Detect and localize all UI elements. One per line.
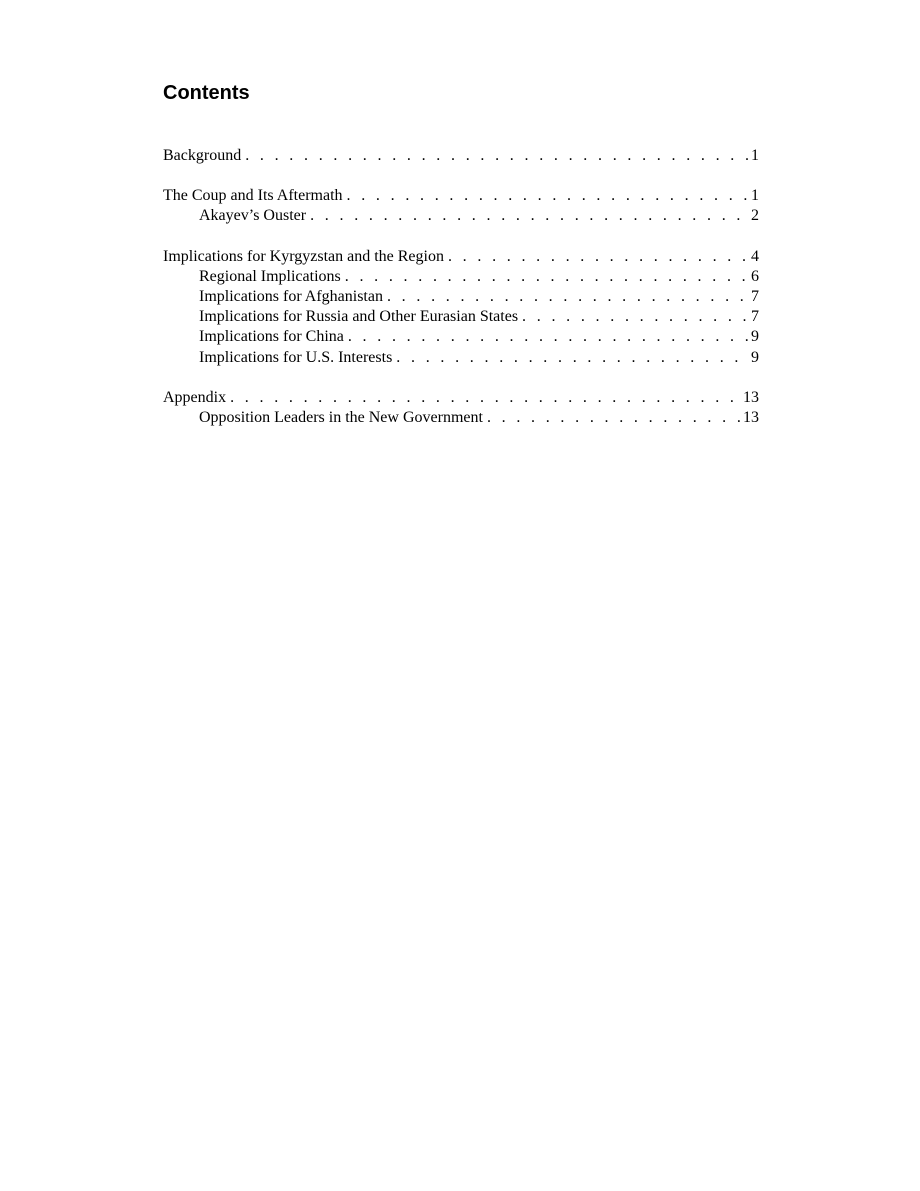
dot-leader xyxy=(245,146,749,166)
toc-entry-page: 7 xyxy=(751,308,759,326)
dot-leader xyxy=(345,267,749,287)
toc-entry-label: Appendix xyxy=(163,388,227,406)
toc-group xyxy=(163,388,759,428)
toc-entry-regional-implications[interactable] xyxy=(163,267,759,287)
toc-entry-label: Implications for Afghanistan xyxy=(199,287,383,305)
toc-entry-label: Implications for Kyrgyzstan and the Region xyxy=(163,247,444,265)
toc-entry-akayev-ouster[interactable] xyxy=(163,206,759,226)
dot-leader xyxy=(396,348,749,368)
toc-entry-page: 2 xyxy=(751,207,759,225)
toc-entry-page: 4 xyxy=(751,247,759,265)
toc-entry-label: Opposition Leaders in the New Government xyxy=(199,408,483,426)
dot-leader xyxy=(387,287,749,307)
toc-entry-label: Akayev’s Ouster xyxy=(199,207,307,225)
toc-entry-coup-aftermath[interactable] xyxy=(163,186,759,206)
toc-entry-page: 9 xyxy=(751,348,759,366)
toc-entry-label: Implications for China xyxy=(199,328,344,346)
toc-entry-page: 1 xyxy=(751,187,759,205)
table-of-contents xyxy=(163,146,759,448)
toc-entry-page: 1 xyxy=(751,147,759,164)
toc-entry-implications-russia[interactable] xyxy=(163,307,759,327)
toc-entry-opposition-leaders[interactable] xyxy=(163,408,759,428)
toc-entry-page: 7 xyxy=(751,287,759,305)
toc-group xyxy=(163,247,759,368)
toc-entry-page: 13 xyxy=(743,388,759,406)
toc-entry-label: Background xyxy=(163,147,242,164)
dot-leader xyxy=(348,327,749,347)
toc-entry-label: Regional Implications xyxy=(199,267,341,285)
toc-entry-appendix[interactable] xyxy=(163,388,759,408)
toc-entry-background[interactable] xyxy=(163,146,759,166)
toc-group xyxy=(163,146,759,166)
dot-leader xyxy=(448,247,749,267)
toc-entry-implications-afghanistan[interactable] xyxy=(163,287,759,307)
page-title: Contents xyxy=(163,82,250,104)
toc-entry-implications-kyrgyzstan[interactable] xyxy=(163,247,759,267)
toc-entry-label: The Coup and Its Aftermath xyxy=(163,187,343,205)
dot-leader xyxy=(347,186,749,206)
toc-entry-page: 13 xyxy=(743,408,759,426)
toc-entry-page: 9 xyxy=(751,328,759,346)
dot-leader xyxy=(522,307,749,327)
toc-entry-label: Implications for U.S. Interests xyxy=(199,348,393,366)
toc-entry-page: 6 xyxy=(751,267,759,285)
dot-leader xyxy=(487,408,741,428)
dot-leader xyxy=(230,388,741,408)
toc-group xyxy=(163,186,759,226)
dot-leader xyxy=(310,206,749,226)
toc-entry-implications-china[interactable] xyxy=(163,327,759,347)
toc-entry-implications-us[interactable] xyxy=(163,348,759,368)
toc-entry-label: Implications for Russia and Other Eurasian States xyxy=(199,308,519,326)
